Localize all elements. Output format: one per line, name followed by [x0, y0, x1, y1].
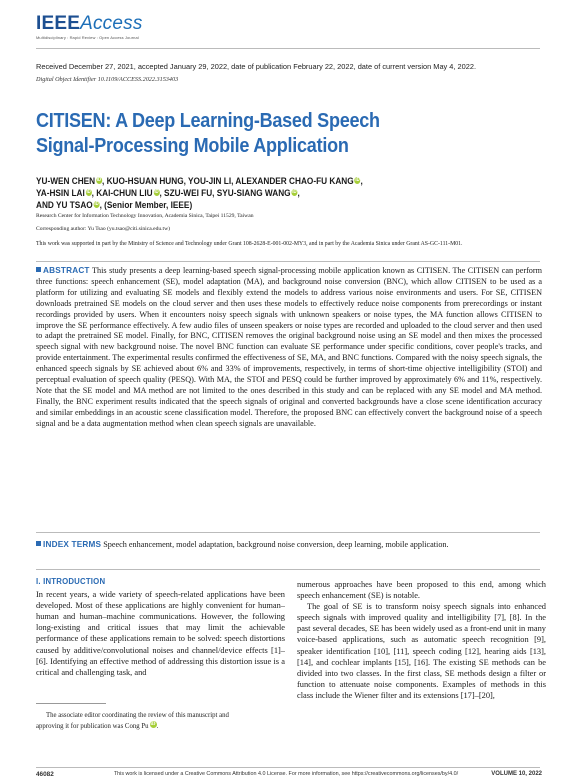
funding-note: This work was supported in part by the Ministry of Science and Technology under Grant 108-2628-E-001-002-MY3, and in part by the Academia Sinica under Grant AS-GC-111-M01.	[36, 241, 463, 247]
journal-logo	[36, 14, 143, 40]
doi[interactable]: Digital Object Identifier 10.1109/ACCESS.2022.3153403	[36, 76, 179, 83]
author-line-3: AND YU TSAO iD, (Senior Member, IEEE)	[36, 200, 193, 211]
index-terms	[36, 540, 542, 551]
footer-rule	[36, 767, 540, 768]
affiliation: Research Center for Information Technology Innovation, Academia Sinica, Taipei 11529, Taiwan	[36, 213, 254, 219]
abstract	[36, 266, 542, 430]
section-heading: I. INTRODUCTION	[36, 577, 106, 586]
column-left	[36, 576, 285, 678]
index-terms-rule-bottom	[36, 569, 540, 570]
footnote	[36, 711, 285, 732]
paper-title	[36, 108, 380, 158]
title-line-2: Signal-Processing Mobile Application	[36, 134, 349, 157]
index-terms-text: Speech enhancement, model adaptation, background noise conversion, deep learning, mobile application.	[103, 540, 449, 549]
title-line-1: CITISEN: A Deep Learning-Based Speech	[36, 109, 380, 132]
author-line-1: YU-WEN CHEN iD, KUO-HSUAN HUNG, YOU-JIN LI, ALEXANDER CHAO-FU KANG iD,	[36, 176, 363, 187]
abstract-rule	[36, 261, 540, 262]
orcid-icon[interactable]: iD	[96, 177, 102, 183]
header-rule	[36, 48, 540, 49]
index-terms-rule	[36, 532, 540, 533]
corresponding-author: Corresponding author: Yu Tsao (yu.tsao@citi.sinica.edu.tw)	[36, 226, 171, 232]
logo-access: Access	[80, 13, 143, 34]
abstract-label: ABSTRACT	[43, 266, 90, 275]
index-terms-label: INDEX TERMS	[43, 540, 102, 549]
orcid-icon[interactable]: iD	[94, 201, 99, 207]
page-number: 46082	[36, 771, 54, 778]
orcid-icon[interactable]: iD	[154, 189, 159, 195]
logo-wordmark	[36, 14, 143, 34]
column-right	[297, 579, 546, 701]
logo-tagline: Multidisciplinary : Rapid Review : Open Access Journal	[36, 35, 139, 40]
author-line-2: YA-HSIN LAI iD, KAI-CHUN LIU iD, SZU-WEI FU, SYU-SIANG WANG iD,	[36, 188, 300, 199]
square-bullet-icon	[36, 267, 41, 272]
author-list	[36, 176, 363, 212]
orcid-icon[interactable]: iD	[292, 189, 297, 195]
footnote-rule	[36, 703, 106, 704]
received-dates: Received December 27, 2021, accepted January 29, 2022, date of publication February 22, 2022, date of current version May 4, 2022.	[36, 62, 477, 71]
square-bullet-icon	[36, 541, 41, 546]
intro-paragraph-2: The goal of SE is to transform noisy speech signals into enhanced speech signals with improved quality and intelligibility [7], [8]. In the past several decades, SE has been widely used as a front-end unit in many voice-based applications, such as automatic speech recognition [9], speaker identification [10], [11], speech coding [12], hearing aids [13], [14], and cochlear implants [15], [16]. The existing SE methods can be divided into two classes. In the first class, SE methods design a filter or function to attenuate noise components. Examples of methods in this class include the Wiener filter and its extensions [17]–[20],	[297, 602, 546, 700]
license-note[interactable]: This work is licensed under a Creative Commons Attribution 4.0 License. For more information, see https://creativecommons.org/licenses/by/4.0/	[113, 771, 459, 777]
footnote-line-1: The associate editor coordinating the review of this manuscript and	[46, 712, 229, 719]
footnote-line-2: approving it for publication was Cong Pu iD.	[36, 722, 159, 730]
orcid-icon[interactable]: iD	[86, 189, 91, 195]
orcid-icon[interactable]: iD	[150, 722, 156, 727]
volume-label: VOLUME 10, 2022	[491, 771, 542, 777]
abstract-text: This study presents a deep learning-based speech signal-processing mobile application known as CITISEN. The CITISEN can perform three functions: speech enhancement (SE), model adaptation (MA), and background noise conversion (BNC), which allow CITISEN to be used as a platform for utilizing and evaluating SE models and flexibly extend the models to address various noise environments and users. For SE, CITISEN downloads pretrained SE models on the cloud server and then uses these models to effectively reduce noise components from prerecordings or instant recordings provided by users. When it encounters noisy speech signals with unknown speakers or noise types, the MA function allows CITISEN to improve the SE performance effectively. A few audio files of unseen speakers or noise types are recorded and uploaded to the cloud server and then used to adapt the pretrained SE model. Finally, for BNC, CITISEN removes the original background noise using an SE model and then mixes the processed speech signal with new background noise. The novel BNC function can evaluate SE performance under specific conditions, cover people's tracks, and provide entertainment. The experimental results confirmed the effectiveness of SE, MA, and BNC functions. Compared with the noisy speech signals, the enhanced speech signals by SE achieved about 6% and 33% of improvements, respectively, in terms of short-time objective intelligibility (STOI) and perceptual evaluation of speech quality (PESQ). With MA, the STOI and PESQ could be further improved by approximately 6% and 11%, respectively. Note that the SE model and MA method are not limited to the ones described in this study and can be replaced with any SE model and MA method. Finally, the BNC experiment results indicated that the speech signals of original and converted backgrounds have a close scene identification accuracy and similar embeddings in an acoustic scene classification model. Therefore, the proposed BNC can effectively convert the background noise of a speech signal and be a data augmentation method when clean speech signals are unavailable.	[36, 266, 542, 428]
logo-ieee: IEEE	[36, 13, 81, 34]
intro-paragraph-1: In recent years, a wide variety of speech-related applications have been developed. Most of these applications are highly convenient for human–human and human–machine communications. However, the following long-existing and critical issues that may limit the achievable performance of these applications remain to be solved: speech distortions caused by additive/convolutional noises and channel/device effects [1]–[6]. Identifying an effective method of addressing this distortion issue is a critical and challenging task, and	[36, 590, 285, 677]
intro-paragraph-1-cont: numerous approaches have been proposed to this end, among which speech enhancement (SE) is notable.	[297, 580, 546, 601]
orcid-icon[interactable]: iD	[355, 177, 360, 183]
